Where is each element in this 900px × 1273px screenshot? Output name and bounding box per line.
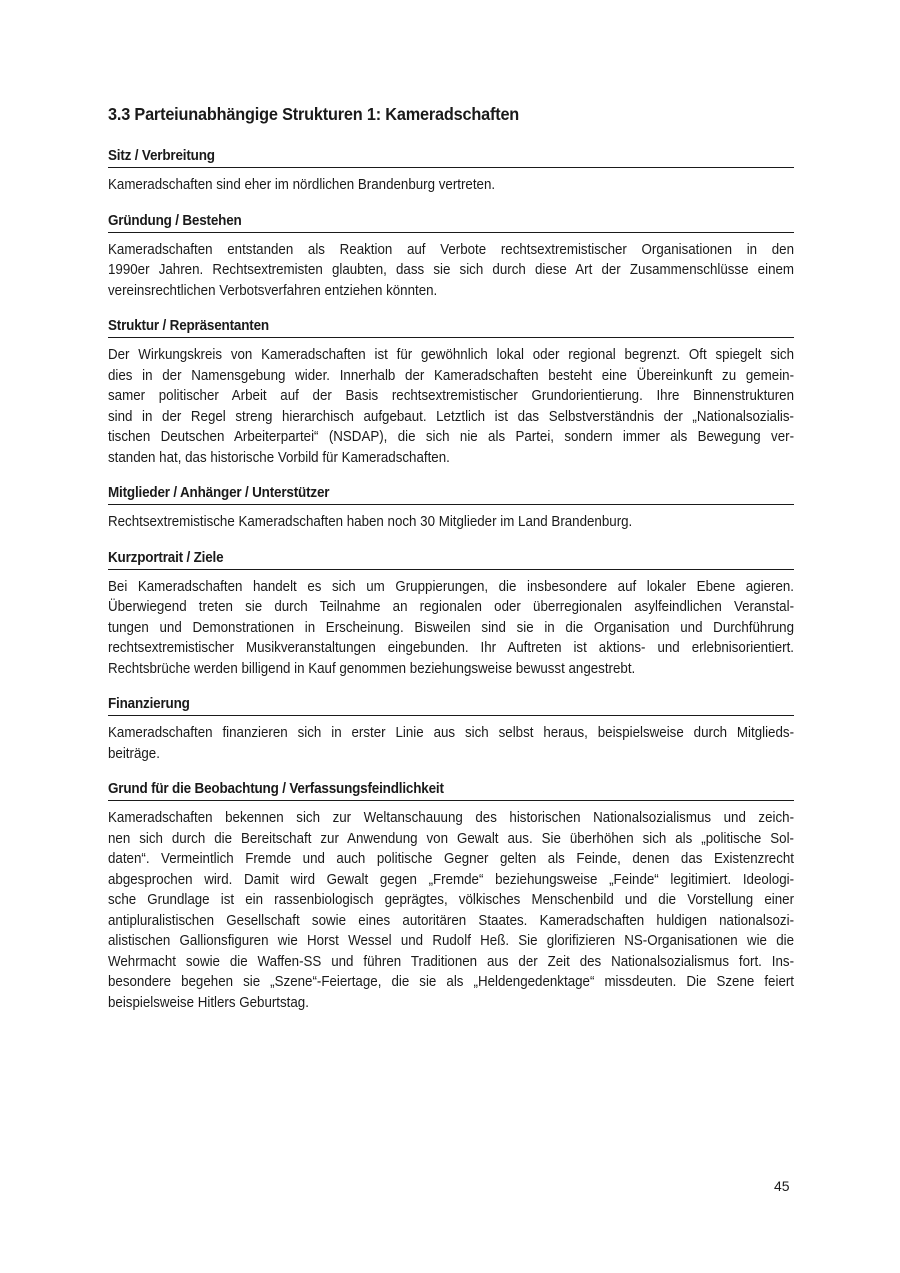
text-line: Bei Kameradschaften handelt es sich um Gruppierungen, die insbesondere auf lokaler Ebene agieren. bbox=[108, 578, 795, 595]
text-line: Kameradschaften sind eher im nördlichen Brandenburg vertreten. bbox=[108, 177, 496, 193]
text-line: alistischen Gallionsfiguren wie Horst Wessel und Rudolf Heß. Sie glorifizieren NS-Organisationen wie die bbox=[108, 933, 795, 949]
text-line: nen sich durch die Bereitschaft zur Anwendung von Gewalt aus. Sie überhöhen sich als „politische Sol- bbox=[108, 830, 795, 847]
text-line: Rechtsextremistische Kameradschaften haben noch 30 Mitglieder im Land Brandenburg. bbox=[108, 514, 633, 530]
section-grund-fuer-die-beobachtung-verfassungsfeindlichkeit bbox=[108, 780, 794, 1013]
text-line: abgesprochen wird. Damit wird Gewalt gegen „Fremde“ beziehungsweise „Feinde“ legitimiert. Ideologi- bbox=[108, 871, 795, 888]
section-heading bbox=[108, 317, 794, 338]
text-line: vereinsrechtlichen Verbotsverfahren entziehen könnten. bbox=[108, 282, 438, 299]
sections-container bbox=[108, 147, 794, 1013]
text-line: tischen Deutschen Arbeiterpartei“ (NSDAP), die sich nie als Partei, sondern immer als Bewegung ver- bbox=[108, 429, 795, 445]
section-heading-text: Mitglieder / Anhänger / Unterstützer bbox=[108, 485, 330, 501]
text-line: samer politischer Arbeit auf der Basis rechtsextremistischer Grundorientierung. Ihre Binnenstrukturen bbox=[108, 388, 795, 404]
text-line: Kameradschaften bekennen sich zur Weltanschauung des historischen Nationalsozialismus und zeich- bbox=[108, 810, 795, 826]
text-line: Überwiegend treten sie durch Teilnahme an regionalen oder überregionalen asylfeindlichen Veranstal- bbox=[108, 599, 795, 615]
section-heading bbox=[108, 695, 794, 716]
section-gruendung-bestehen bbox=[108, 212, 794, 302]
section-heading-text: Struktur / Repräsentanten bbox=[108, 318, 269, 334]
section-sitz-verbreitung bbox=[108, 147, 794, 196]
page-content bbox=[108, 104, 794, 1029]
text-line: Der Wirkungskreis von Kameradschaften ist für gewöhnlich lokal oder regional begrenzt. Oft spiegelt sich bbox=[108, 347, 795, 363]
section-heading bbox=[108, 147, 794, 168]
text-line: beispielsweise Hitlers Geburtstag. bbox=[108, 994, 309, 1011]
section-heading bbox=[108, 780, 794, 801]
text-line: sche Grundlage ist ein rassenbiologisch geprägtes, völkisches Menschenbild und die Vorstellung einer bbox=[108, 892, 795, 908]
section-mitglieder-anhaenger-unterstuetzer bbox=[108, 484, 794, 533]
section-paragraph bbox=[108, 723, 794, 764]
text-line: Rechtsbrüche werden billigend in Kauf genommen beziehungsweise bewusst angestrebt. bbox=[108, 660, 636, 677]
section-paragraph bbox=[108, 175, 794, 196]
section-paragraph bbox=[108, 808, 794, 1013]
section-heading-text: Sitz / Verbreitung bbox=[108, 148, 215, 164]
text-line: Wehrmacht sowie die Waffen-SS und führen Traditionen aus der Zeit des Nationalsozialismus fort. Ins- bbox=[108, 953, 795, 970]
section-paragraph bbox=[108, 512, 794, 533]
section-heading-text: Gründung / Bestehen bbox=[108, 212, 242, 229]
text-line: daten“. Vermeintlich Fremde und auch politische Gegner gelten als Feinde, denen das Existenzrecht bbox=[108, 851, 795, 867]
section-finanzierung bbox=[108, 695, 794, 764]
section-paragraph bbox=[108, 345, 794, 468]
text-line: standen hat, das historische Vorbild für Kameradschaften. bbox=[108, 449, 450, 466]
section-heading-text: Finanzierung bbox=[108, 696, 190, 712]
text-line: beiträge. bbox=[108, 745, 160, 762]
section-heading-text: Kurzportrait / Ziele bbox=[108, 549, 224, 566]
section-kurzportrait-ziele bbox=[108, 549, 794, 680]
section-paragraph bbox=[108, 240, 794, 302]
section-heading bbox=[108, 549, 794, 570]
text-line: sind in der Regel streng hierarchisch aufgebaut. Letztlich ist das Selbstverständnis der „Nationalsozialis- bbox=[108, 408, 795, 425]
text-line: Kameradschaften entstanden als Reaktion auf Verbote rechtsextremistischer Organisationen in den bbox=[108, 241, 795, 258]
text-line: besondere begehen sie „Szene“-Feiertage, die sie als „Heldengedenktage“ missdeuten. Die Szene feiert bbox=[108, 974, 795, 990]
page-number: 45 bbox=[774, 1178, 790, 1194]
text-line: 1990er Jahren. Rechtsextremisten glaubten, dass sie sich durch diese Art der Zusammenschlüsse einem bbox=[108, 262, 795, 278]
text-line: rechtsextremistischer Musikveranstaltungen eingebunden. Ihr Auftreten ist aktions- und erlebnisorientiert. bbox=[108, 640, 795, 656]
text-line: dies in der Namensgebung wider. Innerhalb der Kameradschaften besteht eine Übereinkunft zu gemein- bbox=[108, 367, 795, 384]
text-line: antipluralistischen Gesellschaft sowie eines autoritären Staates. Kameradschaften huldigen nationalsozi- bbox=[108, 912, 795, 929]
section-paragraph bbox=[108, 577, 794, 680]
section-heading bbox=[108, 212, 794, 233]
section-heading bbox=[108, 484, 794, 505]
text-line: Kameradschaften finanzieren sich in erster Linie aus sich selbst heraus, beispielsweise durch Mitglieds- bbox=[108, 725, 795, 741]
chapter-title: 3.3 Parteiunabhängige Strukturen 1: Kameradschaften bbox=[108, 104, 520, 124]
section-heading-text: Grund für die Beobachtung / Verfassungsfeindlichkeit bbox=[108, 781, 444, 797]
text-line: tungen und Demonstrationen in Erscheinung. Bisweilen sind sie in die Organisation und Durchführung bbox=[108, 619, 795, 636]
section-struktur-repraesentanten bbox=[108, 317, 794, 468]
